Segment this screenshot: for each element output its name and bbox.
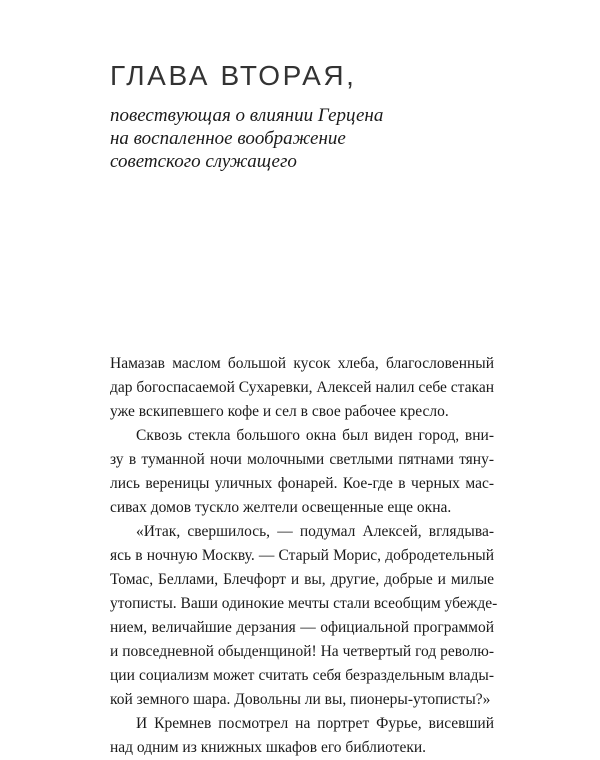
text-line: лись вереницы уличных фонарей. Кое-где в черных мас- [110, 475, 494, 492]
text-line: «Итак, свершилось, — подумал Алексей, вглядыва- [136, 523, 494, 540]
paragraph [110, 712, 494, 760]
text-line: И Кремнев посмотрел на портрет Фурье, висевший [136, 715, 494, 732]
text-line: зу в туманной ночи молочными светлыми пятнами тяну- [110, 451, 494, 468]
chapter-heading: ГЛАВА ВТОРАЯ, [110, 60, 357, 91]
text-line: Сквозь стекла большого окна был виден город, вни- [136, 427, 494, 444]
text-line: сивах домов тускло желтели освещенные еще окна. [110, 499, 452, 516]
text-line: кой земного шара. Довольны ли вы, пионеры-утописты?» [110, 691, 491, 708]
chapter-subtitle [110, 104, 383, 173]
text-line: утописты. Ваши одинокие мечты стали всеобщим убежде- [110, 595, 498, 612]
text-line: нием, величайшие дерзания — официальной программой [110, 619, 494, 636]
paragraph [110, 424, 494, 520]
subtitle-line: на воспаленное воображение [110, 128, 346, 149]
subtitle-line: советского служащего [110, 151, 297, 172]
paragraph [110, 352, 494, 424]
text-line: Томас, Беллами, Блечфорт и вы, другие, добрые и милые [110, 571, 494, 588]
text-line: ции социализм может считать себя безраздельным влады- [110, 667, 494, 684]
text-line: над одним из книжных шкафов его библиотеки. [110, 739, 427, 756]
text-line: уже вскипевшего кофе и сел в свое рабочее кресло. [110, 403, 449, 420]
text-line: и повседневной обыденщиной! На четвертый год револю- [110, 643, 494, 660]
paragraph [110, 520, 498, 712]
text-line: дар богоспасаемой Сухаревки, Алексей налил себе стакан [110, 379, 494, 396]
text-line: Намазав маслом большой кусок хлеба, благословенный [110, 355, 494, 372]
text-line: ясь в ночную Москву. — Старый Морис, добродетельный [110, 547, 494, 564]
body-text [110, 352, 498, 760]
subtitle-line: повествующая о влиянии Герцена [110, 105, 384, 126]
